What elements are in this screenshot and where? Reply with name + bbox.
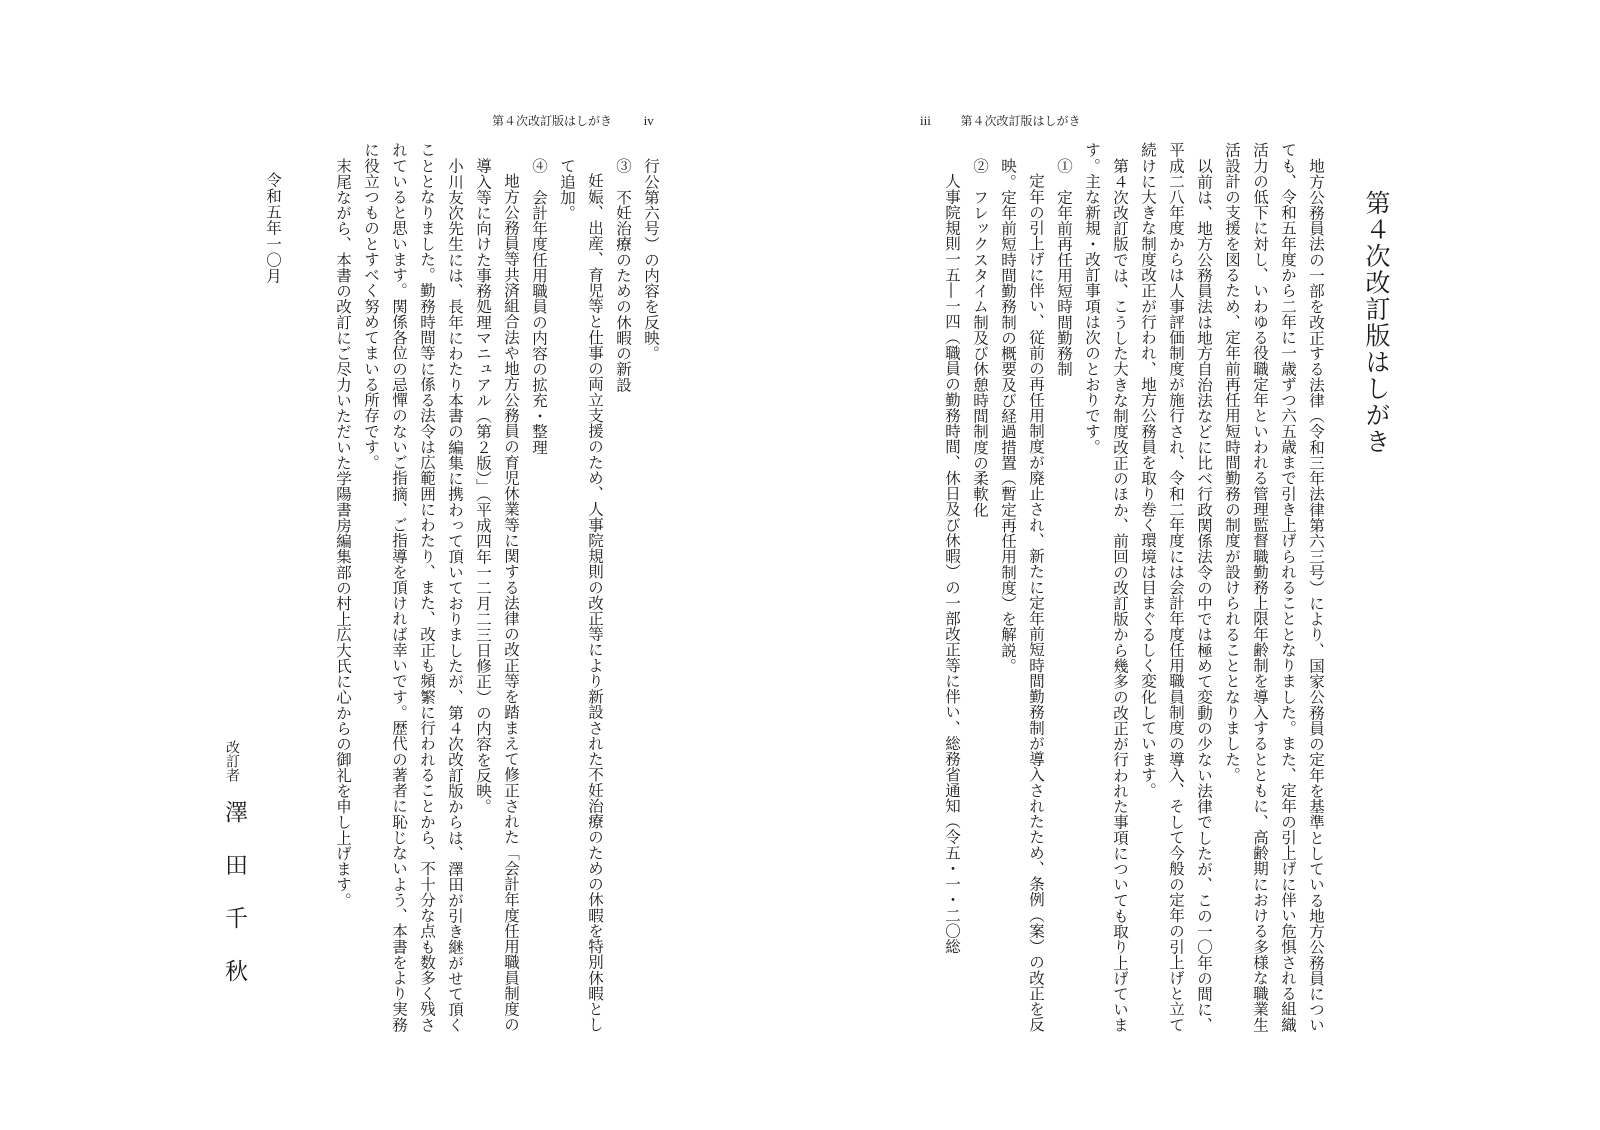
left-running-head xyxy=(492,112,654,129)
page-title: 第４次改訂版はしがき xyxy=(1362,190,1391,455)
paragraph: 行公第六号）の内容を反映。 xyxy=(642,157,660,361)
date: 令和五年一〇月 xyxy=(264,172,282,284)
list-item-heading: ② フレックスタイム制及び休憩時間制度の柔軟化 xyxy=(971,157,989,517)
paragraph: 妊娠、出産、育児等と仕事の両立支援のため、人事院規則の改正等により新設された不妊治療のための休暇を特別休暇として追加。 xyxy=(558,157,604,1033)
paragraph: 以前は、地方公務員法は地方自治法などに比べ行政関係法令の中では極めて変動の少ない法律でしたが、この一〇年の間に、平成二八年度からは人事評価制度が施行され、令和二年度には会計年度任用職員制度の導入、そして今般の定年の引上げと立て続けに大きな制度改正が行われ、地方公務員を取り巻く環境は目まぐるしく変化しています。 xyxy=(1139,142,1213,1033)
left-running-head-title: 第４次改訂版はしがき xyxy=(492,114,613,128)
paragraph: 地方公務員法の一部を改正する法律（令和三年法律第六三号）により、国家公務員の定年を基準としている地方公務員についても、令和五年度から二年に一歳ずつ六五歳まで引き上げられることとなりました。また、定年の引上げに伴い危惧される組織活力の低下に対し、いわゆる役職定年といわれる管理監督職勤務上限年齢制を導入するとともに、高齢期における多様な職業生活設計の支援を図るため、定年前再任用短時間勤務の制度が設けられることとなりました。 xyxy=(1223,142,1325,1033)
right-page-number: iii xyxy=(920,113,931,128)
list-item-heading: ③ 不妊治療のための休暇の新設 xyxy=(614,157,632,392)
left-page-body xyxy=(325,142,665,1042)
signature-role: 改訂者 xyxy=(224,740,240,782)
signature-name: 澤田千秋 xyxy=(221,800,247,1012)
paragraph: 末尾ながら、本書の改訂にご尽力いただいた学陽書房編集部の村上広大氏に心からの御礼を申し上げます。 xyxy=(334,157,352,908)
list-item-heading: ① 定年前再任用短時間勤務制 xyxy=(1055,157,1073,377)
right-page-body xyxy=(910,142,1330,1042)
paragraph: 小川友次先生には、長年にわたり本書の編集に携わって頂いておりましたが、第４次改訂版からは、澤田が引き継がせて頂くこととなりました。勤務時間等に係る法令は広範囲にわたり、また、改正も頻繁に行われることから、不十分な点も数多く残されていると思います。関係各位の忌憚のないご指摘、ご指導を頂ければ幸いです。歴代の著者に恥じないよう、本書をより実務に役立つものとすべく努めてまいる所存です。 xyxy=(362,142,464,1033)
paragraph: 地方公務員等共済組合法や地方公務員の育児休業等に関する法律の改正等を踏まえて修正された「会計年度任用職員制度の導入等に向けた事務処理マニュアル（第２版）」（平成四年一二月二三日修正）の内容を反映。 xyxy=(474,157,520,1033)
right-running-head xyxy=(920,112,1081,129)
list-item-heading: ④ 会計年度任用職員の内容の拡充・整理 xyxy=(530,157,548,455)
paragraph: 定年の引上げに伴い、従前の再任用制度が廃止され、新たに定年前短時間勤務制が導入されたため、条例（案）の改正を反映。定年前短時間勤務制の概要及び経過措置（暫定再任用制度）を解説。 xyxy=(999,157,1045,1033)
right-running-head-title: 第４次改訂版はしがき xyxy=(960,114,1081,128)
paragraph: 人事院規則一五―一四（職員の勤務時間、休日及び休暇）の一部改正等に伴い、総務省通知（令五・一・二〇総 xyxy=(943,173,961,954)
paragraph: 第４次改訂版では、こうした大きな制度改正のほか、前回の改訂版から幾多の改正が行われた事項についても取り上げています。主な新規・改訂事項は次のとおりです。 xyxy=(1083,142,1129,1033)
left-page-number: iv xyxy=(643,113,654,128)
